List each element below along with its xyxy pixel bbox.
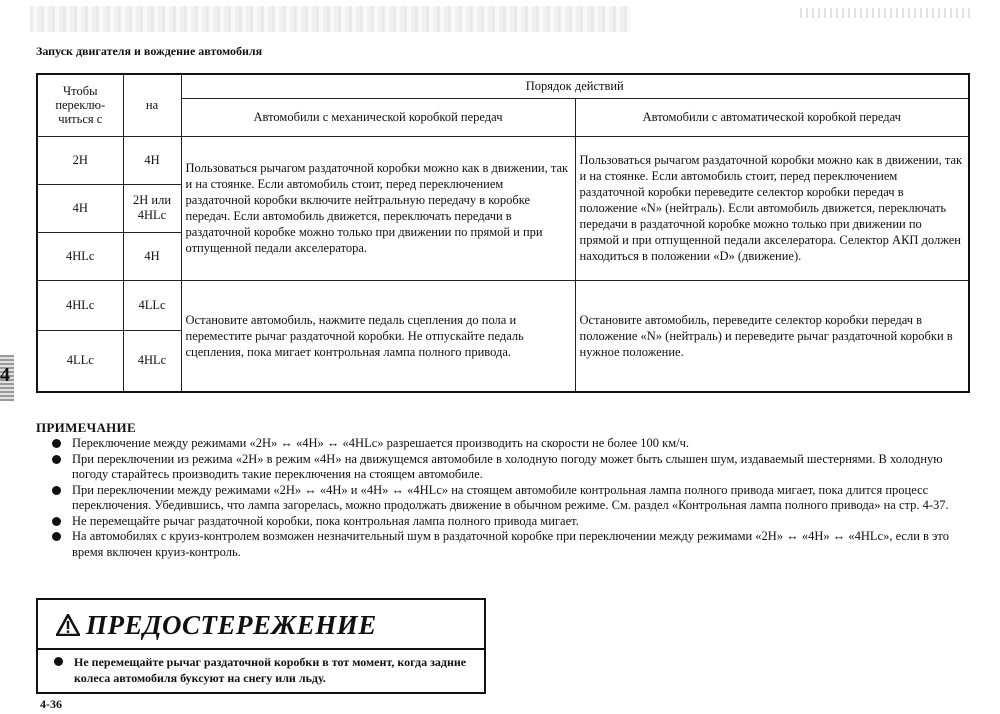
scan-artifact — [30, 6, 630, 32]
notes-title: ПРИМЕЧАНИЕ — [36, 420, 136, 435]
transfer-case-table — [36, 73, 970, 393]
note-item — [52, 514, 967, 530]
bullet-icon — [54, 657, 63, 666]
warning-title: ПРЕДОСТЕРЕЖЕНИЕ — [86, 610, 377, 640]
procedure-manual-2: Остановите автомобиль, нажмите педаль сцепления до пола и переместите рычаг раздаточной коробки. Не отпускайте педаль сцепления, пока мигает контрольная лампа полного привода. — [181, 280, 575, 392]
col-header-from: Чтобы переклю-читься с — [37, 74, 123, 136]
col-header-manual: Автомобили с механической коробкой передач — [181, 98, 575, 136]
row-from: 4H — [37, 184, 123, 232]
row-to: 4H — [123, 232, 181, 280]
section-title: Запуск двигателя и вождение автомобиля — [36, 44, 263, 58]
note-text: При переключении из режима «2H» в режим «4H» на движущемся автомобиле в холодную погоду может быть слышен шум, издаваемый шестернями. В холодную погоду старайтесь производить такие переключения на стоящем автомобиле. — [72, 451, 943, 481]
bullet-icon — [52, 486, 61, 495]
note-text: На автомобилях с круиз-контролем возможен незначительный шум в раздаточной коробке при переключении между режимами «2H» ↔ «4H» ↔ «4HLc», если в это время включен круиз-контроль. — [72, 529, 949, 559]
warning-text: Не перемещайте рычаг раздаточной коробки в тот момент, когда задние колеса автомобиля буксуют на снегу или льду. — [74, 655, 467, 685]
notes-list — [52, 436, 967, 560]
row-to: 4HLc — [123, 330, 181, 392]
col-header-to: на — [123, 74, 181, 136]
row-from: 2H — [37, 136, 123, 184]
bullet-icon — [52, 532, 61, 541]
col-header-procedure: Порядок действий — [181, 74, 969, 98]
scan-artifact — [800, 8, 970, 18]
note-item — [52, 529, 967, 560]
page-number: 4-36 — [40, 697, 62, 711]
warning-triangle-icon — [56, 614, 80, 636]
note-item — [52, 436, 967, 452]
note-text: Переключение между режимами «2H» ↔ «4H» ↔ «4HLc» разрешается производить на скорости не более 100 км/ч. — [72, 436, 690, 450]
note-item — [52, 452, 967, 483]
note-text: При переключении между режимами «2H» ↔ «4H» и «4H» ↔ «4HLc» на стоящем автомобиле контрольная лампа полного привода мигает, пока длится процесс переключения. Убедившись, что лампа загорелась, можно продолжать движение в обычном режиме. См. раздел «Контрольная лампа полного привода» на стр. 4-37. — [72, 482, 949, 512]
procedure-auto-1: Пользоваться рычагом раздаточной коробки можно как в движении, так и на стоянке. Если автомобиль стоит, перед переключением раздаточной коробки переведите селектор коробки передач в положение «N» (нейтраль). Если автомобиль движется, переключать передачи в раздаточной коробке можно только при движении по прямой и при отпущенной педали акселератора. Селектор АКП должен находиться в положении «D» (движение). — [575, 136, 969, 280]
row-to: 4H — [123, 136, 181, 184]
warning-item — [54, 654, 494, 686]
warning-header — [38, 600, 484, 650]
procedure-auto-2: Остановите автомобиль, переведите селектор коробки передач в положение «N» (нейтраль) и переведите рычаг раздаточной коробки в нужное положение. — [575, 280, 969, 392]
row-to: 2H или 4HLc — [123, 184, 181, 232]
row-from: 4LLc — [37, 330, 123, 392]
row-from: 4HLc — [37, 232, 123, 280]
row-to: 4LLc — [123, 280, 181, 330]
note-item — [52, 483, 967, 514]
col-header-auto: Автомобили с автоматической коробкой передач — [575, 98, 969, 136]
procedure-manual-1: Пользоваться рычагом раздаточной коробки можно как в движении, так и на стоянке. Если автомобиль стоит, перед переключением раздаточной коробки включите нейтральную передачу в коробке передач. Если автомобиль движется, переключать передачи в раздаточной коробке можно только при движении по прямой и при отпущенной педали акселератора. — [181, 136, 575, 280]
bullet-icon — [52, 517, 61, 526]
warning-box — [36, 598, 486, 694]
side-tab-number: 4 — [0, 364, 10, 386]
row-from: 4HLc — [37, 280, 123, 330]
bullet-icon — [52, 439, 61, 448]
note-text: Не перемещайте рычаг раздаточной коробки, пока контрольная лампа полного привода мигает. — [72, 513, 579, 528]
bullet-icon — [52, 455, 61, 464]
